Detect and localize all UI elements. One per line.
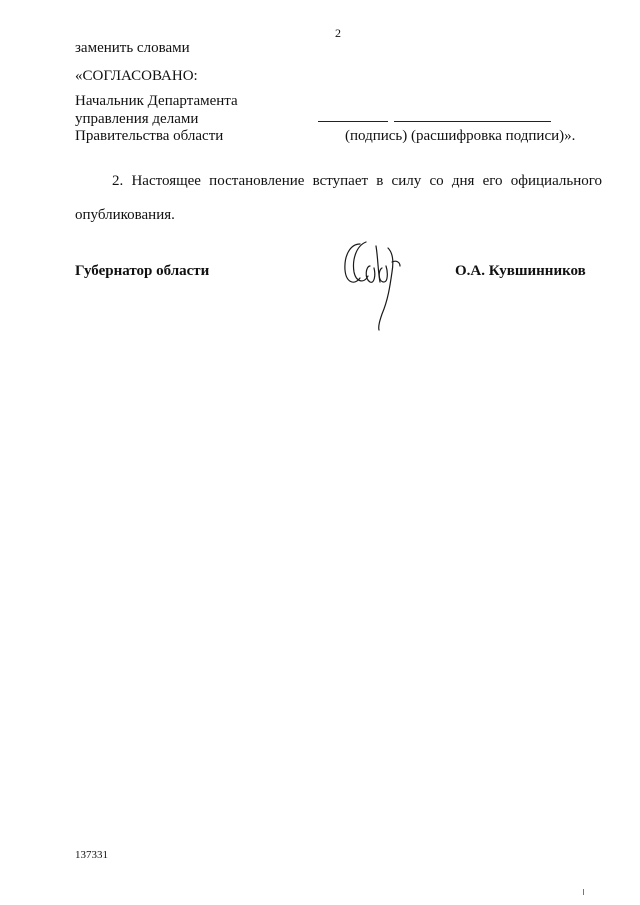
handwritten-signature (340, 238, 410, 334)
approver-title-line-3: Правительства области (75, 128, 224, 144)
page-number: 2 (335, 26, 341, 40)
agreed-heading: «СОГЛАСОВАНО: (75, 68, 198, 84)
scan-mark (583, 889, 584, 895)
signature-line (318, 121, 388, 122)
approver-title-line-1: Начальник Департамента (75, 93, 238, 109)
signature-caption: (подпись) (расшифровка подписи)». (345, 128, 576, 144)
signatory-name: О.А. Кувшинников (455, 263, 586, 279)
replace-text: заменить словами (75, 40, 190, 56)
paragraph-2 (75, 172, 602, 224)
paragraph-2-line-1: 2. Настоящее постановление вступает в силу со дня его официального (112, 173, 602, 189)
signatory-position: Губернатор области (75, 263, 210, 279)
approver-title-line-2: управления делами (75, 111, 199, 127)
document-code: 137331 (75, 849, 108, 861)
paragraph-2-line-2: опубликования. (75, 207, 175, 223)
signature-decode-line (394, 121, 551, 122)
